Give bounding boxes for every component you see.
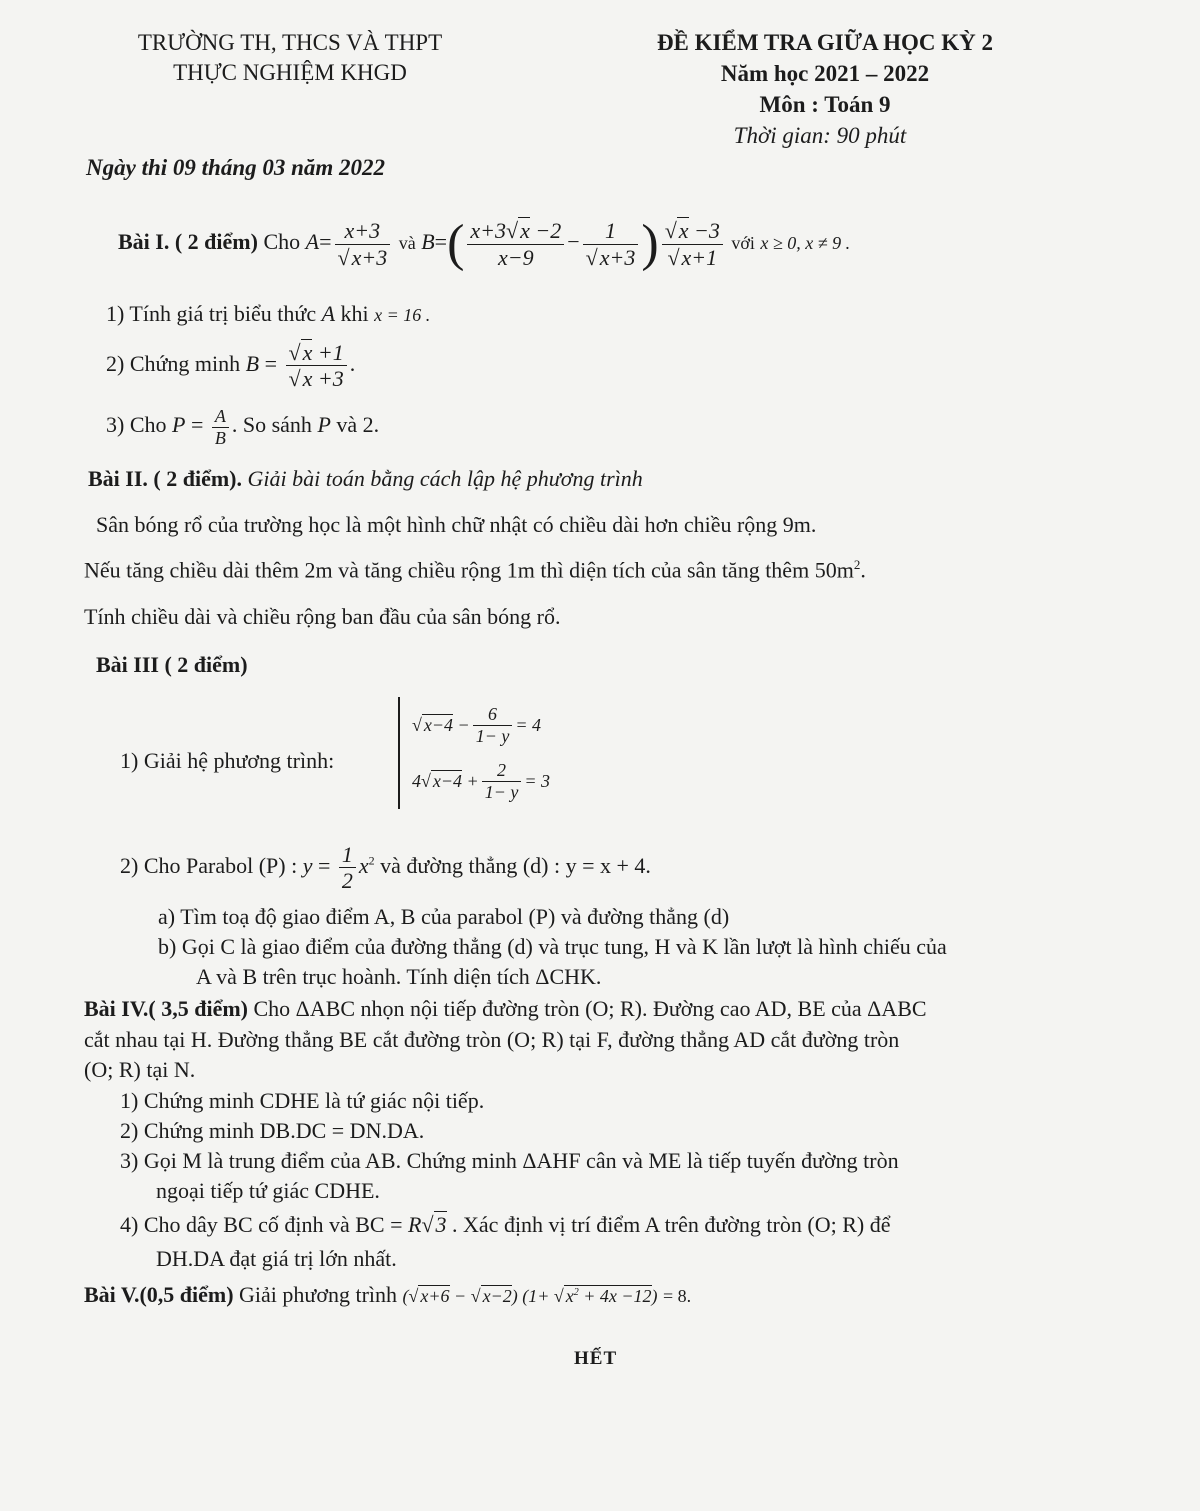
bai5-title: Bài V.(0,5 điểm) <box>84 1282 234 1307</box>
school-name-line2: THỰC NGHIỆM KHGD <box>173 60 407 85</box>
bai1-and: và <box>398 233 416 254</box>
system-eq2: 4√ x−4 + $\frac{2}{1- y}$ = 3 <box>412 759 550 802</box>
expr-half: $\frac{1}{2}$ <box>339 842 356 894</box>
bai5-rhs: = 8. <box>663 1286 692 1306</box>
bai5-text: Giải phương trình <box>239 1282 398 1307</box>
end-mark: HẾT <box>574 1348 618 1369</box>
subject: Môn : Toán 9 <box>759 92 891 117</box>
bai1-intro: Cho <box>263 229 301 255</box>
bai1-q3-text: 3) Cho <box>106 412 167 438</box>
bai4-q4-text: 4) Cho dây BC cố định và BC = <box>120 1212 403 1237</box>
bai1-q1-tail: khi <box>340 301 369 326</box>
bai2-line3: Tính chiều dài và chiều rộng ban đầu của sân bóng rổ. <box>84 604 561 629</box>
bai3-qa: a) Tìm toạ độ giao điểm A, B của parabol (P) và đường thẳng (d) <box>158 904 730 929</box>
bai2-line2: Nếu tăng chiều dài thêm 2m và tăng chiều rộng 1m thì diện tích của sân tăng thêm $50m^2$. <box>84 557 866 583</box>
expr-B-term2: $\frac{1}{√x+3}$ <box>583 218 639 270</box>
expr-A: $\frac{x+3}{√x+3}$ <box>335 218 391 270</box>
bai1-with: với <box>731 233 755 254</box>
bai1-title: Bài I. ( 2 điểm) <box>118 229 258 255</box>
bai4-q4-line2: DH.DA đạt giá trị lớn nhất. <box>156 1246 397 1271</box>
bai4-line2: cắt nhau tại H. Đường thẳng BE cắt đường tròn (O; R) tại F, đường thẳng AD cắt đường tròn <box>84 1027 900 1052</box>
bai4-q3-line2: ngoại tiếp tứ giác CDHE. <box>156 1178 380 1203</box>
bai4-q1: 1) Chứng minh CDHE là tứ giác nội tiếp. <box>120 1088 485 1113</box>
bai1-q1-text: 1) Tính giá trị biểu thức <box>106 301 317 326</box>
bai1-q3: 3) Cho P = $\frac{A}{B}$ . So sánh P và 2. <box>106 406 380 448</box>
bai2-heading <box>88 466 643 492</box>
bai4-q2: 2) Chứng minh DB.DC = DN.DA. <box>120 1118 425 1143</box>
bai2-line2-value: 50m <box>814 557 854 583</box>
bai2-line2-text: Nếu tăng chiều dài thêm 2m và tăng chiều rộng 1m thì diện tích của sân tăng thêm <box>84 557 810 583</box>
system-eq1: √ x−4 − $\frac{6}{1- y}$ = 4 <box>412 703 541 746</box>
bai2-subtitle: Giải bài toán bằng cách lập hệ phương trình <box>247 466 643 491</box>
bai5-line <box>84 1282 691 1308</box>
bai4-q4-tail: . Xác định vị trí điểm A trên đường tròn (O; R) để <box>452 1212 891 1237</box>
bai3-title: Bài III ( 2 điểm) <box>96 652 248 677</box>
exam-date: Ngày thi 09 tháng 03 năm 2022 <box>86 155 386 180</box>
expr-P: $\frac{A}{B}$ <box>212 406 229 448</box>
bai1-condition: x ≥ 0, x ≠ 9 . <box>760 233 851 254</box>
exam-title: ĐỀ KIỂM TRA GIỮA HỌC KỲ 2 <box>656 30 994 55</box>
bai3-q2-tail: và đường thẳng (d) : y = x + 4. <box>380 852 651 878</box>
bai4-title: Bài IV.( 3,5 điểm) <box>84 996 248 1021</box>
expr-B-factor: $\frac{√x -3}{√x+1}$ <box>662 218 723 270</box>
bai2-line1: Sân bóng rổ của trường học là một hình chữ nhật có chiều dài hơn chiều rộng 9m. <box>96 512 817 537</box>
duration: Thời gian: 90 phút <box>733 123 907 148</box>
bai2-title: Bài II. ( 2 điểm). <box>88 466 242 491</box>
bai1-q3-tail: So sánh <box>242 412 312 438</box>
bai5-equation: (√ x+6 − √ x−2) (1+ √ $x^2 + 4x -12$) <box>402 1286 658 1306</box>
bai4-q4-line1: 4) Cho dây BC cố định và BC = R√3 . Xác định vị trí điểm A trên đường tròn (O; R) để <box>120 1212 891 1237</box>
bai1-q2: 2) Chứng minh B = $\frac{√x +1}{√x +3}$ . <box>106 340 356 392</box>
bai4-line1-text: Cho ΔABC nhọn nội tiếp đường tròn (O; R). Đường cao AD, BE của ΔABC <box>253 996 927 1021</box>
bai4-line1 <box>84 996 927 1022</box>
school-name-line1: TRƯỜNG TH, THCS VÀ THPT <box>137 30 443 55</box>
bai4-q3-line1: 3) Gọi M là trung điểm của AB. Chứng minh ΔAHF cân và ME là tiếp tuyến đường tròn <box>120 1148 899 1173</box>
equation-system <box>398 697 550 809</box>
school-year: Năm học 2021 – 2022 <box>720 61 930 86</box>
bai1-q1-value: x = 16 . <box>374 305 431 325</box>
bai4-line3: (O; R) tại N. <box>84 1057 196 1082</box>
bai3-qb-line2: A và B trên trục hoành. Tính diện tích ΔCHK. <box>196 964 602 989</box>
bai3-q2-text: 2) Cho Parabol (P) : <box>120 852 298 878</box>
bai1-q3-end: và 2. <box>336 412 380 438</box>
bai3-q2: 2) Cho Parabol (P) : y = $\frac{1}{2}$ $x^2$ và đường thẳng (d) : y = x + 4. <box>120 842 651 894</box>
bai3-qb-line1: b) Gọi C là giao điểm của đường thẳng (d) và trục tung, H và K lần lượt là hình chiếu của <box>158 934 947 959</box>
expr-B-simplified: $\frac{√x +1}{√x +3}$ <box>286 340 347 392</box>
bai1-q2-text: 2) Chứng minh <box>106 350 241 376</box>
bai1-q1: 1) Tính giá trị biểu thức A khi x = 16 . <box>106 301 431 326</box>
bai1-statement: Bài I. ( 2 điểm) Cho A= $\frac{x+3}{√x+3}$ và B=( $\frac{x+3√x -2}{x-9}$ − $\frac{1}{√x+3}$ ) $\frac{√x -3}{√x+1}$ với x ≥ 0, x ≠ 9 . <box>118 215 851 272</box>
expr-B-term1: $\frac{x+3√x -2}{x-9}$ <box>467 218 564 270</box>
bai3-q1-label: 1) Giải hệ phương trình: <box>120 748 335 773</box>
